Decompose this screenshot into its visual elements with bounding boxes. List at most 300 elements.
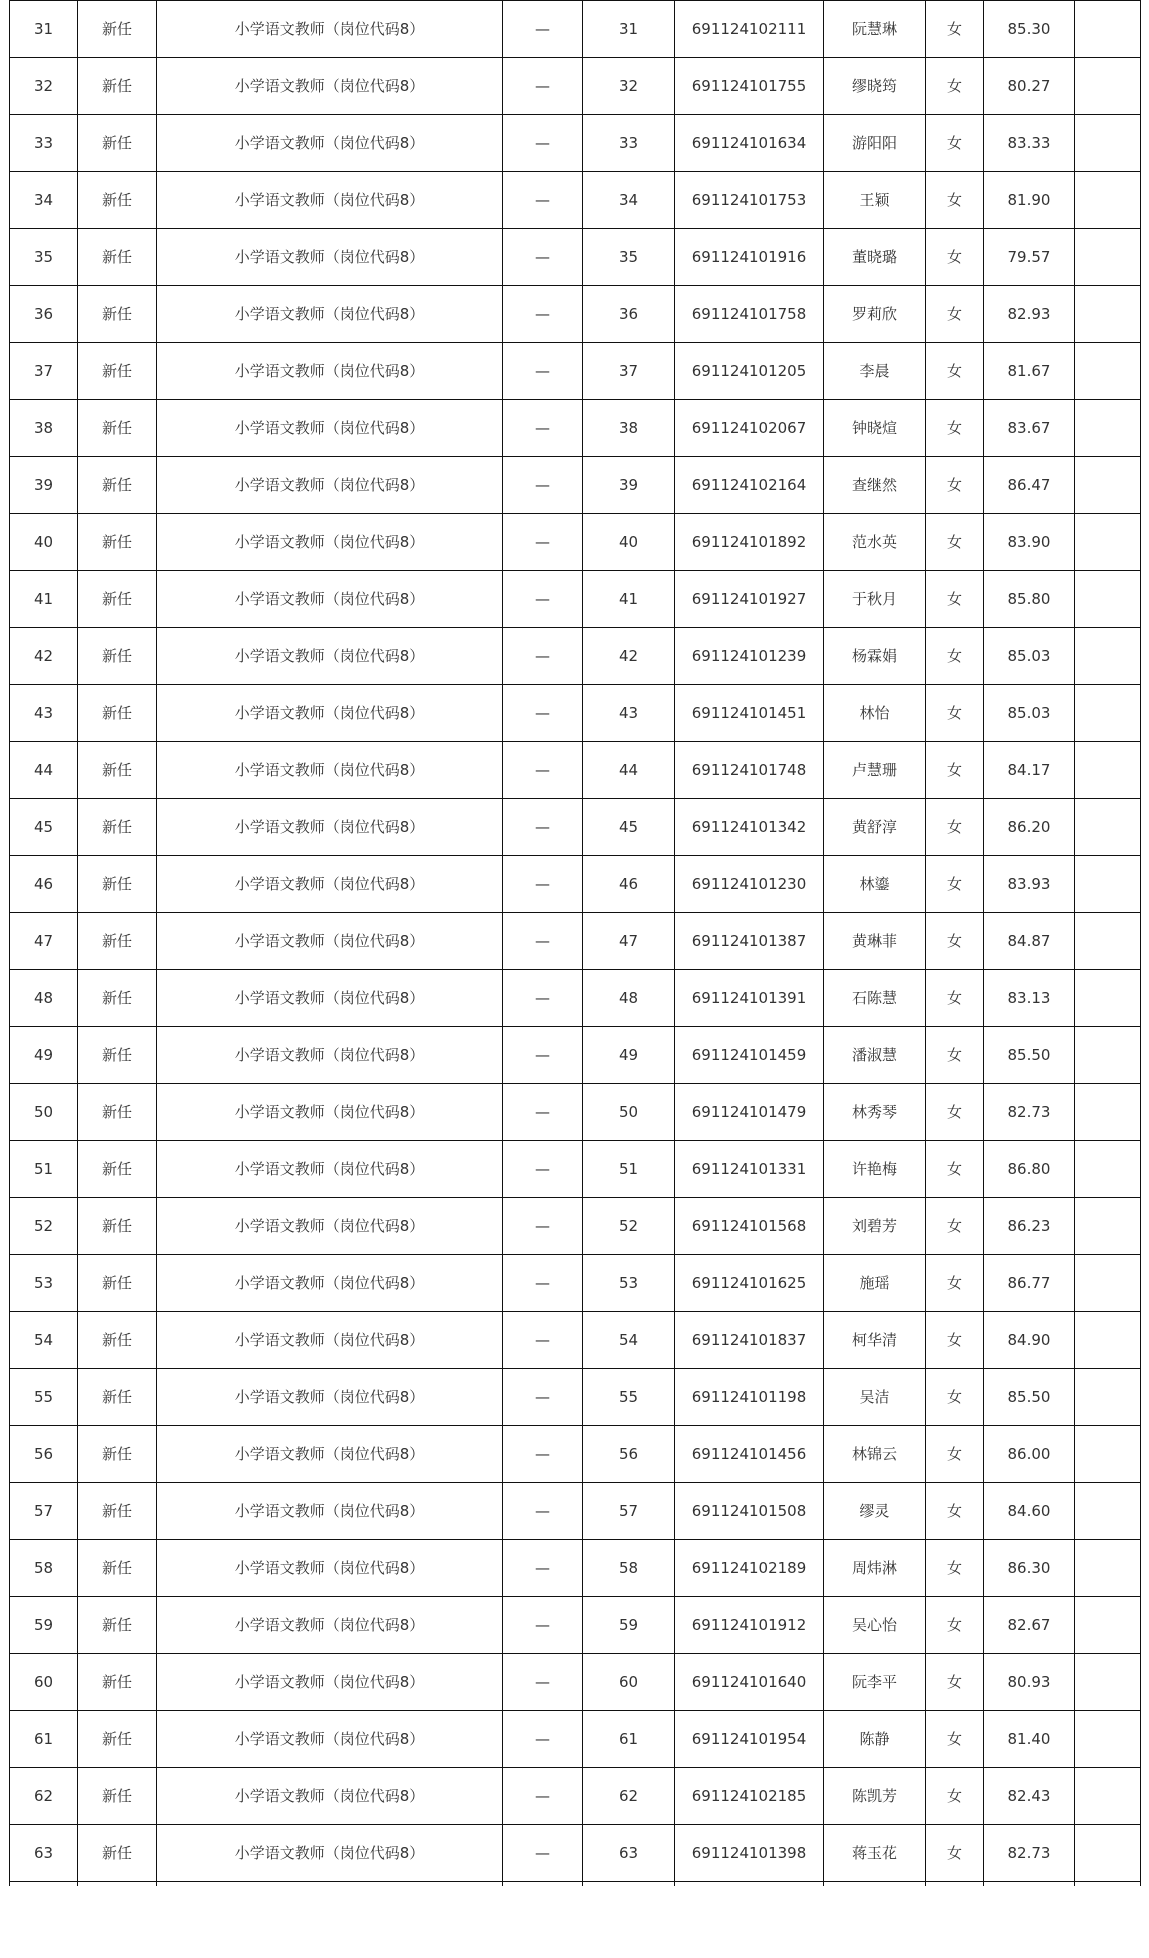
dash-cell: — [503,970,583,1027]
post-cell: 小学语文教师（岗位代码8） [157,1711,503,1768]
dash-cell: — [503,229,583,286]
seq-cell: 35 [10,229,78,286]
type-cell: 新任 [78,970,157,1027]
seq-cell: 62 [10,1768,78,1825]
seq-cell: 57 [10,1483,78,1540]
rank-cell: 57 [583,1483,675,1540]
post-cell: 小学语文教师（岗位代码8） [157,1654,503,1711]
score-cell: 84.90 [984,1312,1075,1369]
name-cell: 查继然 [824,457,926,514]
gender-cell: 女 [926,1711,984,1768]
table-row [10,58,1141,115]
post-cell: 小学语文教师（岗位代码8） [157,1027,503,1084]
gender-cell: 女 [926,1255,984,1312]
type-cell: 新任 [78,1084,157,1141]
dash-cell: — [503,172,583,229]
post-cell [157,1882,503,1887]
rank-cell: 59 [583,1597,675,1654]
ticket-number-cell: 691124101954 [675,1711,824,1768]
seq-cell: 54 [10,1312,78,1369]
post-cell: 小学语文教师（岗位代码8） [157,628,503,685]
ticket-number-cell: 691124101479 [675,1084,824,1141]
dash-cell: — [503,685,583,742]
type-cell: 新任 [78,172,157,229]
dash-cell: — [503,1597,583,1654]
name-cell: 董晓璐 [824,229,926,286]
post-cell: 小学语文教师（岗位代码8） [157,1426,503,1483]
gender-cell: 女 [926,1426,984,1483]
score-cell: 83.13 [984,970,1075,1027]
gender-cell: 女 [926,1369,984,1426]
type-cell: 新任 [78,1597,157,1654]
dash-cell: — [503,1654,583,1711]
seq-cell: 56 [10,1426,78,1483]
rank-cell [583,1882,675,1887]
seq-cell: 52 [10,1198,78,1255]
dash-cell: — [503,799,583,856]
note-cell [1075,400,1141,457]
note-cell [1075,685,1141,742]
type-cell: 新任 [78,1768,157,1825]
type-cell: 新任 [78,1312,157,1369]
rank-cell: 62 [583,1768,675,1825]
name-cell: 范水英 [824,514,926,571]
post-cell: 小学语文教师（岗位代码8） [157,343,503,400]
name-cell: 石陈慧 [824,970,926,1027]
rank-cell: 60 [583,1654,675,1711]
ticket-number-cell: 691124102185 [675,1768,824,1825]
dash-cell: — [503,1483,583,1540]
name-cell: 林秀琴 [824,1084,926,1141]
ticket-number-cell [675,1882,824,1887]
type-cell: 新任 [78,58,157,115]
table-row [10,856,1141,913]
gender-cell: 女 [926,1825,984,1882]
gender-cell: 女 [926,1198,984,1255]
type-cell: 新任 [78,571,157,628]
score-cell [984,1882,1075,1887]
name-cell: 游阳阳 [824,115,926,172]
dash-cell: — [503,1825,583,1882]
name-cell: 陈静 [824,1711,926,1768]
results-table-wrapper [9,0,1141,1886]
note-cell [1075,628,1141,685]
gender-cell: 女 [926,400,984,457]
score-cell: 86.23 [984,1198,1075,1255]
dash-cell: — [503,1312,583,1369]
dash-cell: — [503,457,583,514]
rank-cell: 41 [583,571,675,628]
score-cell: 86.30 [984,1540,1075,1597]
note-cell [1075,970,1141,1027]
seq-cell: 47 [10,913,78,970]
gender-cell: 女 [926,1312,984,1369]
type-cell: 新任 [78,1027,157,1084]
table-row [10,628,1141,685]
table-row [10,1540,1141,1597]
name-cell: 许艳梅 [824,1141,926,1198]
dash-cell: — [503,1540,583,1597]
note-cell [1075,229,1141,286]
gender-cell: 女 [926,856,984,913]
rank-cell: 36 [583,286,675,343]
score-cell: 84.17 [984,742,1075,799]
type-cell: 新任 [78,799,157,856]
name-cell: 李晨 [824,343,926,400]
gender-cell: 女 [926,1654,984,1711]
note-cell [1075,1540,1141,1597]
score-cell: 83.33 [984,115,1075,172]
name-cell: 黄舒淳 [824,799,926,856]
score-cell: 80.27 [984,58,1075,115]
type-cell: 新任 [78,1141,157,1198]
post-cell: 小学语文教师（岗位代码8） [157,229,503,286]
seq-cell: 51 [10,1141,78,1198]
rank-cell: 56 [583,1426,675,1483]
note-cell [1075,343,1141,400]
post-cell: 小学语文教师（岗位代码8） [157,1483,503,1540]
seq-cell: 61 [10,1711,78,1768]
note-cell [1075,1,1141,58]
dash-cell: — [503,343,583,400]
post-cell: 小学语文教师（岗位代码8） [157,1141,503,1198]
post-cell: 小学语文教师（岗位代码8） [157,1312,503,1369]
dash-cell: — [503,1084,583,1141]
table-row [10,1711,1141,1768]
score-cell: 86.47 [984,457,1075,514]
seq-cell: 60 [10,1654,78,1711]
gender-cell: 女 [926,58,984,115]
score-cell: 82.73 [984,1084,1075,1141]
dash-cell: — [503,628,583,685]
score-cell: 79.57 [984,229,1075,286]
table-row [10,1084,1141,1141]
rank-cell: 45 [583,799,675,856]
rank-cell: 61 [583,1711,675,1768]
score-cell: 86.00 [984,1426,1075,1483]
type-cell: 新任 [78,457,157,514]
post-cell: 小学语文教师（岗位代码8） [157,1198,503,1255]
note-cell [1075,1711,1141,1768]
dash-cell: — [503,400,583,457]
name-cell: 杨霖娟 [824,628,926,685]
score-cell: 84.87 [984,913,1075,970]
dash-cell: — [503,58,583,115]
dash-cell: — [503,115,583,172]
seq-cell: 59 [10,1597,78,1654]
name-cell: 林锦云 [824,1426,926,1483]
post-cell: 小学语文教师（岗位代码8） [157,970,503,1027]
post-cell: 小学语文教师（岗位代码8） [157,286,503,343]
seq-cell: 45 [10,799,78,856]
dash-cell: — [503,1141,583,1198]
ticket-number-cell: 691124101398 [675,1825,824,1882]
results-table-body [10,1,1141,1887]
seq-cell: 50 [10,1084,78,1141]
score-cell: 83.90 [984,514,1075,571]
name-cell: 阮李平 [824,1654,926,1711]
note-cell [1075,1255,1141,1312]
type-cell [78,1882,157,1887]
name-cell: 罗莉欣 [824,286,926,343]
dash-cell [503,1882,583,1887]
seq-cell: 41 [10,571,78,628]
note-cell [1075,1825,1141,1882]
seq-cell: 36 [10,286,78,343]
rank-cell: 34 [583,172,675,229]
post-cell: 小学语文教师（岗位代码8） [157,457,503,514]
table-row [10,1255,1141,1312]
rank-cell: 32 [583,58,675,115]
dash-cell: — [503,1768,583,1825]
seq-cell: 40 [10,514,78,571]
name-cell: 卢慧珊 [824,742,926,799]
name-cell: 吴洁 [824,1369,926,1426]
gender-cell: 女 [926,571,984,628]
ticket-number-cell: 691124101758 [675,286,824,343]
note-cell [1075,1084,1141,1141]
gender-cell: 女 [926,1,984,58]
gender-cell: 女 [926,685,984,742]
post-cell: 小学语文教师（岗位代码8） [157,685,503,742]
seq-cell: 33 [10,115,78,172]
gender-cell: 女 [926,1540,984,1597]
gender-cell: 女 [926,286,984,343]
name-cell: 柯华清 [824,1312,926,1369]
table-row [10,913,1141,970]
type-cell: 新任 [78,913,157,970]
ticket-number-cell: 691124102111 [675,1,824,58]
ticket-number-cell: 691124101640 [675,1654,824,1711]
seq-cell: 34 [10,172,78,229]
note-cell [1075,799,1141,856]
post-cell: 小学语文教师（岗位代码8） [157,1084,503,1141]
table-row [10,343,1141,400]
table-row [10,799,1141,856]
gender-cell: 女 [926,343,984,400]
gender-cell: 女 [926,457,984,514]
score-cell: 82.93 [984,286,1075,343]
type-cell: 新任 [78,1483,157,1540]
note-cell [1075,1426,1141,1483]
ticket-number-cell: 691124101916 [675,229,824,286]
seq-cell: 49 [10,1027,78,1084]
seq-cell [10,1882,78,1887]
seq-cell: 53 [10,1255,78,1312]
name-cell: 潘淑慧 [824,1027,926,1084]
name-cell: 蒋玉花 [824,1825,926,1882]
rank-cell: 50 [583,1084,675,1141]
rank-cell: 54 [583,1312,675,1369]
seq-cell: 46 [10,856,78,913]
ticket-number-cell: 691124101755 [675,58,824,115]
ticket-number-cell: 691124101927 [675,571,824,628]
rank-cell: 46 [583,856,675,913]
type-cell: 新任 [78,229,157,286]
note-cell [1075,172,1141,229]
rank-cell: 44 [583,742,675,799]
table-row [10,115,1141,172]
name-cell [824,1882,926,1887]
gender-cell: 女 [926,970,984,1027]
ticket-number-cell: 691124101568 [675,1198,824,1255]
name-cell: 阮慧琳 [824,1,926,58]
ticket-number-cell: 691124101391 [675,970,824,1027]
table-row [10,685,1141,742]
post-cell: 小学语文教师（岗位代码8） [157,1597,503,1654]
ticket-number-cell: 691124101331 [675,1141,824,1198]
table-row [10,1027,1141,1084]
name-cell: 周炜淋 [824,1540,926,1597]
note-cell [1075,1768,1141,1825]
ticket-number-cell: 691124101451 [675,685,824,742]
type-cell: 新任 [78,1540,157,1597]
gender-cell: 女 [926,913,984,970]
gender-cell: 女 [926,799,984,856]
score-cell: 85.50 [984,1027,1075,1084]
gender-cell: 女 [926,1084,984,1141]
table-row [10,229,1141,286]
table-row [10,457,1141,514]
ticket-number-cell: 691124101892 [675,514,824,571]
rank-cell: 53 [583,1255,675,1312]
post-cell: 小学语文教师（岗位代码8） [157,514,503,571]
table-row [10,571,1141,628]
rank-cell: 55 [583,1369,675,1426]
type-cell: 新任 [78,286,157,343]
type-cell: 新任 [78,1825,157,1882]
ticket-number-cell: 691124101387 [675,913,824,970]
note-cell [1075,1882,1141,1887]
rank-cell: 39 [583,457,675,514]
score-cell: 83.67 [984,400,1075,457]
dash-cell: — [503,286,583,343]
ticket-number-cell: 691124101342 [675,799,824,856]
name-cell: 黄琳菲 [824,913,926,970]
note-cell [1075,115,1141,172]
dash-cell: — [503,514,583,571]
type-cell: 新任 [78,343,157,400]
ticket-number-cell: 691124101837 [675,1312,824,1369]
type-cell: 新任 [78,685,157,742]
seq-cell: 63 [10,1825,78,1882]
post-cell: 小学语文教师（岗位代码8） [157,1369,503,1426]
table-row [10,1312,1141,1369]
type-cell: 新任 [78,1426,157,1483]
post-cell: 小学语文教师（岗位代码8） [157,172,503,229]
gender-cell: 女 [926,1597,984,1654]
ticket-number-cell: 691124101205 [675,343,824,400]
table-row [10,1654,1141,1711]
seq-cell: 42 [10,628,78,685]
note-cell [1075,58,1141,115]
rank-cell: 52 [583,1198,675,1255]
score-cell: 85.80 [984,571,1075,628]
rank-cell: 47 [583,913,675,970]
score-cell: 85.50 [984,1369,1075,1426]
note-cell [1075,742,1141,799]
score-cell: 84.60 [984,1483,1075,1540]
post-cell: 小学语文教师（岗位代码8） [157,571,503,628]
score-cell: 81.67 [984,343,1075,400]
gender-cell: 女 [926,514,984,571]
table-row [10,1,1141,58]
table-row [10,286,1141,343]
note-cell [1075,457,1141,514]
table-row [10,1141,1141,1198]
score-cell: 86.77 [984,1255,1075,1312]
post-cell: 小学语文教师（岗位代码8） [157,400,503,457]
table-row [10,1825,1141,1882]
dash-cell: — [503,913,583,970]
ticket-number-cell: 691124101625 [675,1255,824,1312]
post-cell: 小学语文教师（岗位代码8） [157,115,503,172]
note-cell [1075,1597,1141,1654]
seq-cell: 31 [10,1,78,58]
score-cell: 82.73 [984,1825,1075,1882]
type-cell: 新任 [78,1198,157,1255]
note-cell [1075,286,1141,343]
score-cell: 85.30 [984,1,1075,58]
score-cell: 81.40 [984,1711,1075,1768]
ticket-number-cell: 691124101748 [675,742,824,799]
name-cell: 刘碧芳 [824,1198,926,1255]
note-cell [1075,1654,1141,1711]
rank-cell: 33 [583,115,675,172]
ticket-number-cell: 691124101198 [675,1369,824,1426]
gender-cell: 女 [926,1768,984,1825]
rank-cell: 42 [583,628,675,685]
score-cell: 86.80 [984,1141,1075,1198]
ticket-number-cell: 691124102164 [675,457,824,514]
gender-cell: 女 [926,1141,984,1198]
name-cell: 缪晓筠 [824,58,926,115]
seq-cell: 43 [10,685,78,742]
post-cell: 小学语文教师（岗位代码8） [157,1768,503,1825]
rank-cell: 31 [583,1,675,58]
post-cell: 小学语文教师（岗位代码8） [157,1,503,58]
table-row [10,1426,1141,1483]
seq-cell: 37 [10,343,78,400]
ticket-number-cell: 691124101912 [675,1597,824,1654]
note-cell [1075,1141,1141,1198]
post-cell: 小学语文教师（岗位代码8） [157,742,503,799]
post-cell: 小学语文教师（岗位代码8） [157,799,503,856]
type-cell: 新任 [78,1711,157,1768]
rank-cell: 35 [583,229,675,286]
type-cell: 新任 [78,400,157,457]
post-cell: 小学语文教师（岗位代码8） [157,58,503,115]
note-cell [1075,1483,1141,1540]
type-cell: 新任 [78,856,157,913]
name-cell: 吴心怡 [824,1597,926,1654]
dash-cell: — [503,1255,583,1312]
dash-cell: — [503,1,583,58]
score-cell: 85.03 [984,628,1075,685]
dash-cell: — [503,1198,583,1255]
name-cell: 林怡 [824,685,926,742]
dash-cell: — [503,1369,583,1426]
rank-cell: 43 [583,685,675,742]
gender-cell: 女 [926,172,984,229]
table-row [10,1369,1141,1426]
gender-cell [926,1882,984,1887]
gender-cell: 女 [926,742,984,799]
table-row [10,400,1141,457]
score-cell: 85.03 [984,685,1075,742]
dash-cell: — [503,1027,583,1084]
score-cell: 86.20 [984,799,1075,856]
